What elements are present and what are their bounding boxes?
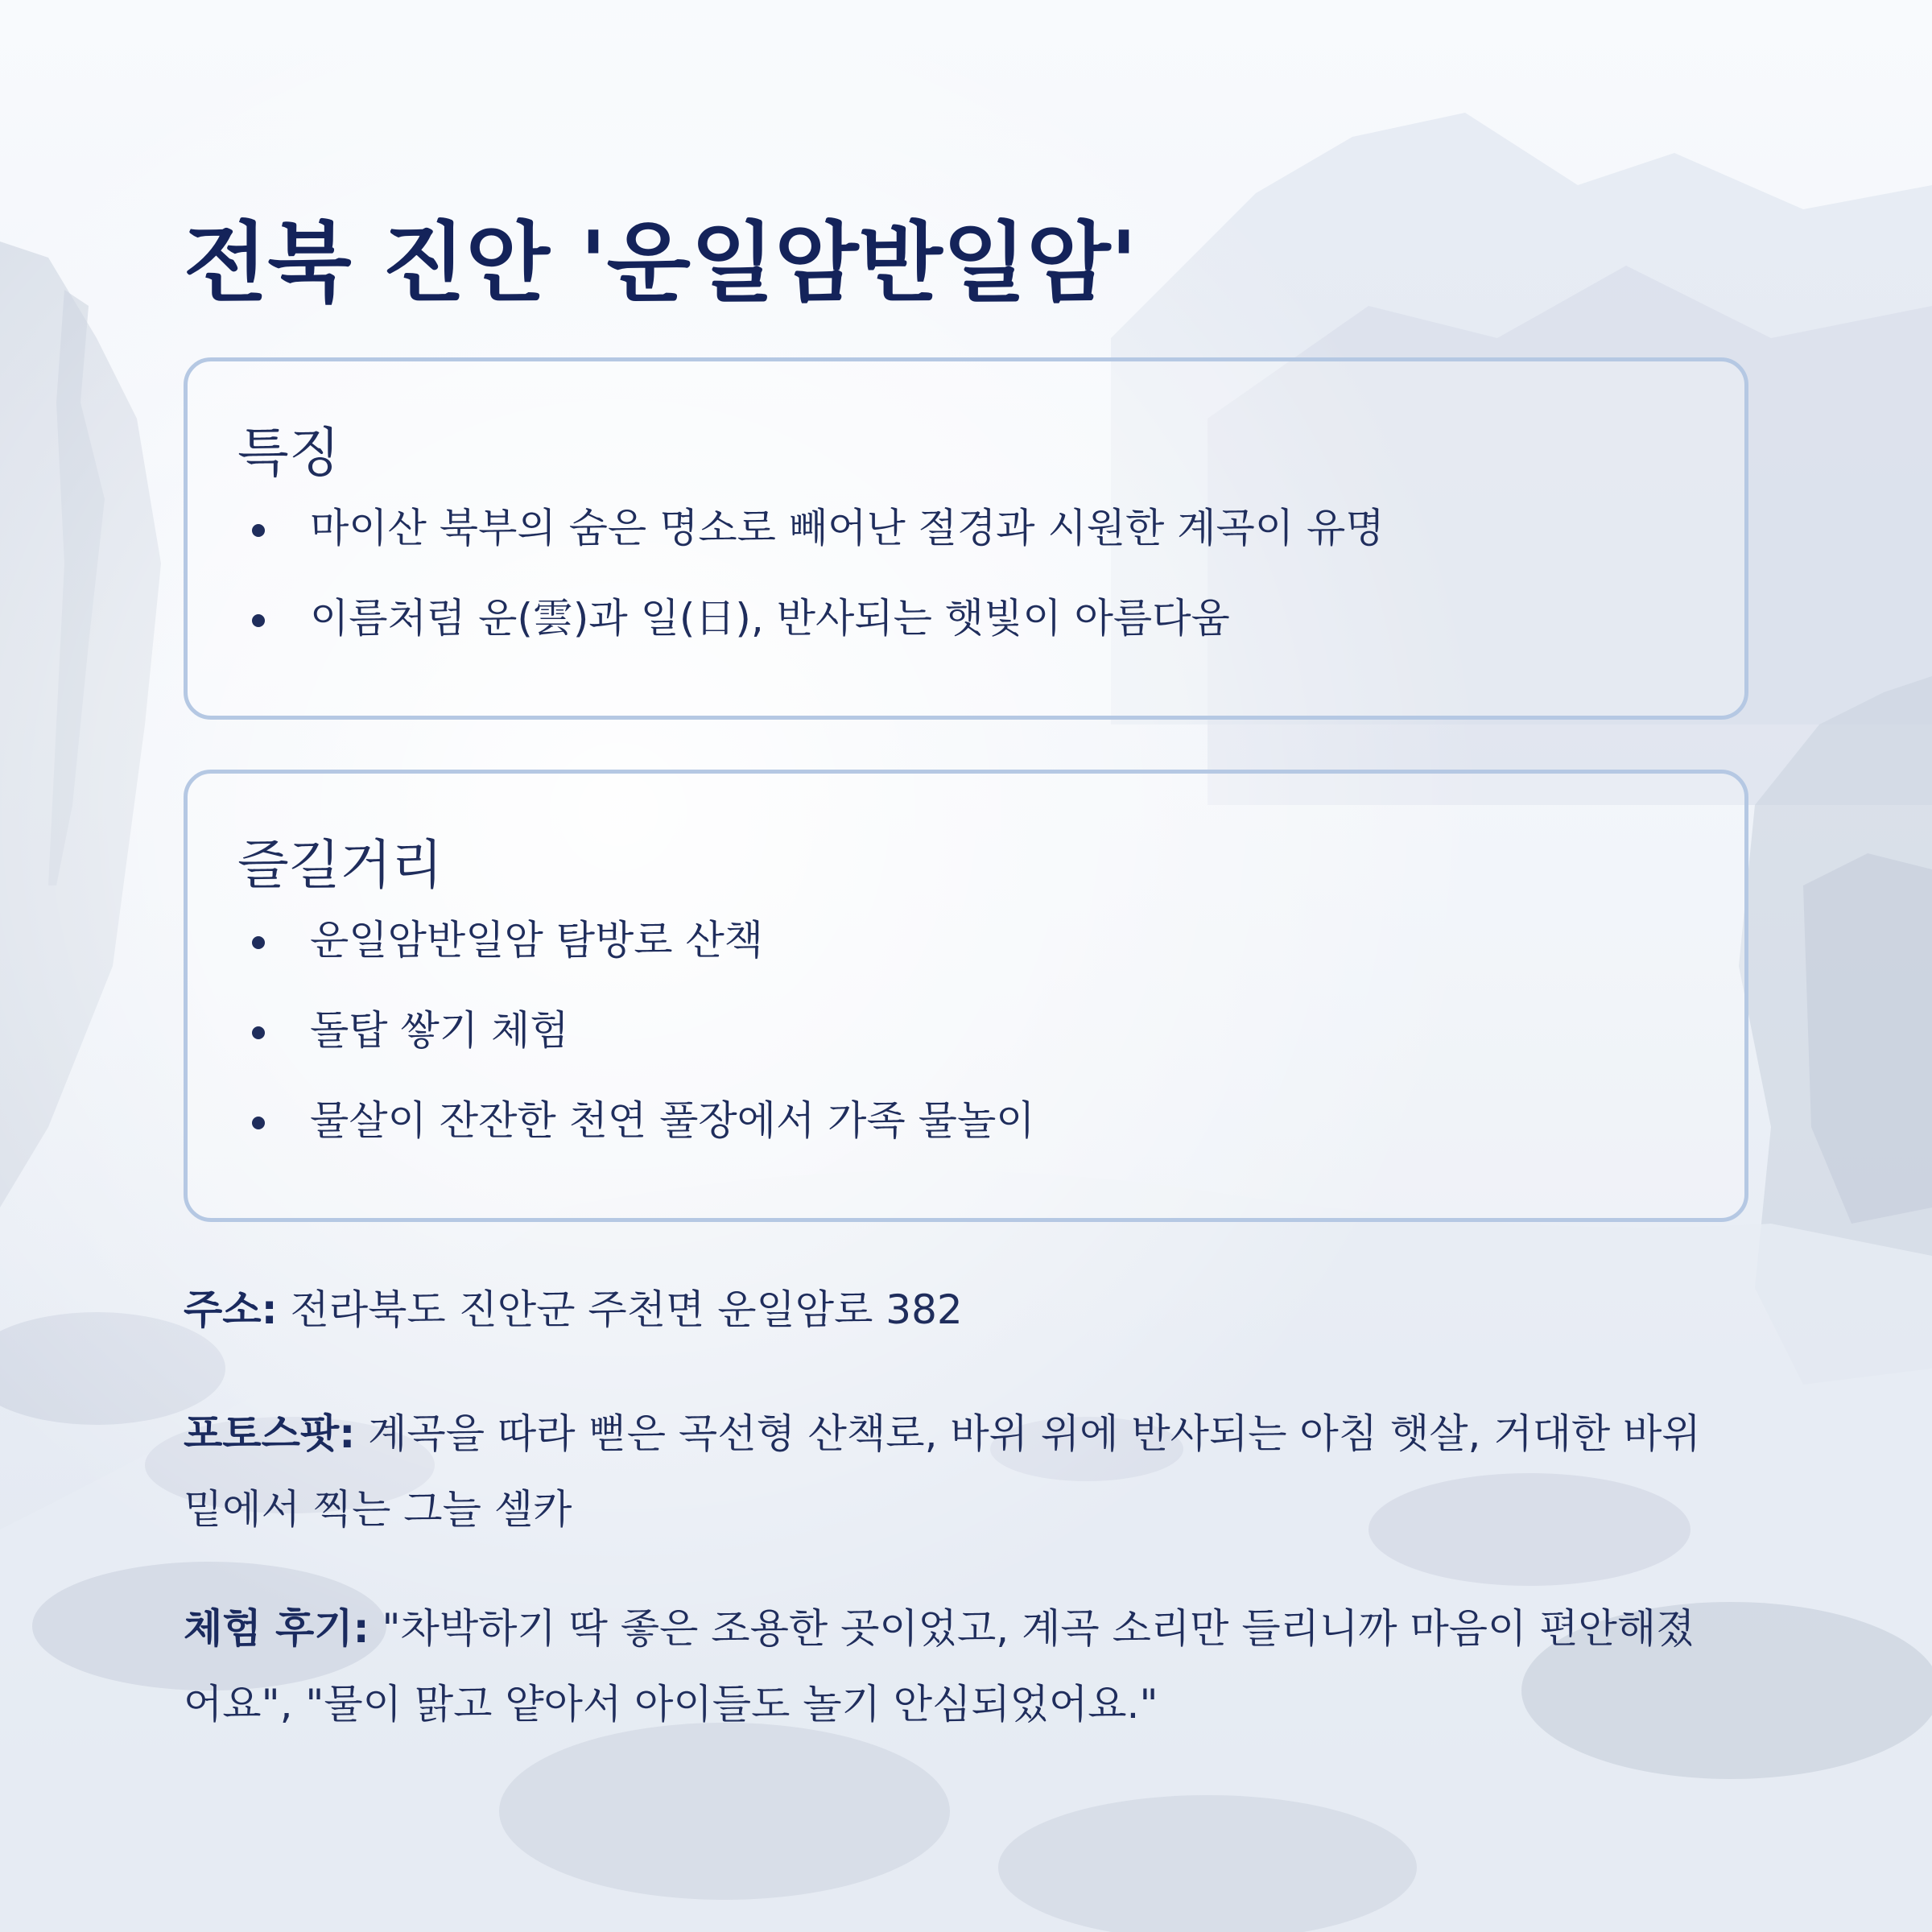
photo-spot-label: 포토스팟: <box>184 1410 356 1457</box>
list-item-text: 물살이 잔잔한 천연 풀장에서 가족 물놀이 <box>310 1097 1035 1144</box>
photo-spot-value: 계곡을 따라 뻗은 곡선형 산책로, 바위 위에 반사되는 아침 햇살, 거대한 바위 밑에서 찍는 그늘 셀카 <box>184 1410 1701 1533</box>
review-paragraph <box>184 1591 1713 1742</box>
review-value: "차박하기 딱 좋은 조용한 곳이었고, 계곡 소리만 들리니까 마음이 편안해졌어요", "물이 맑고 얕아서 아이들도 놀기 안심되었어요." <box>184 1605 1695 1728</box>
photo-spot-paragraph <box>184 1396 1713 1547</box>
list-item-text: 돌탑 쌓기 체험 <box>310 1007 569 1054</box>
address-value: 전라북도 진안군 주천면 운일암로 382 <box>290 1286 963 1333</box>
bullet-icon <box>252 1117 265 1129</box>
activities-heading: 즐길거리 <box>237 834 444 896</box>
list-item-text: 운일암반일암 탐방로 산책 <box>310 917 764 964</box>
address-line <box>184 1272 1713 1348</box>
activities-card <box>184 770 1748 1222</box>
bullet-icon <box>252 524 265 537</box>
bullet-icon <box>252 1026 265 1039</box>
bullet-icon <box>252 936 265 949</box>
review-label: 체험 후기: <box>184 1605 369 1652</box>
address-label: 주소: <box>184 1286 278 1333</box>
features-card <box>184 357 1748 720</box>
list-item-text: 이름처럼 운(雲)과 일(日), 반사되는 햇빛이 아름다움 <box>310 595 1230 642</box>
list-item-text: 마이산 북부의 숨은 명소로 빼어난 절경과 시원한 계곡이 유명 <box>310 505 1385 551</box>
bullet-icon <box>252 614 265 627</box>
features-heading: 특징 <box>237 422 341 484</box>
page-title: 전북 진안 '운일암반일암' <box>184 213 1137 314</box>
